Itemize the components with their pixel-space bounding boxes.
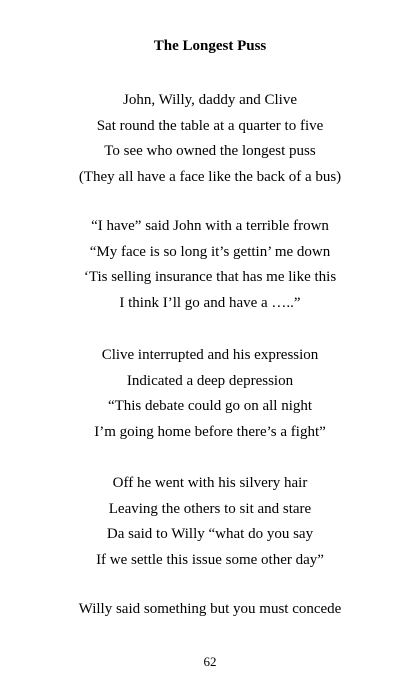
poem-line: Indicated a deep depression xyxy=(126,372,294,389)
poem-line: “This debate could go on all night xyxy=(107,398,313,414)
poem-line: Clive interrupted and his expression xyxy=(101,347,319,363)
poem-line: “My face is so long it’s gettin’ me down xyxy=(89,243,331,260)
poem-line: I think I’ll go and have a …..” xyxy=(119,294,301,311)
poem-line: Da said to Willy “what do you say xyxy=(106,526,314,542)
poem-line: Willy said something but you must concede xyxy=(78,601,342,617)
poem-line: Leaving the others to sit and stare xyxy=(108,500,312,517)
poem-line: To see who owned the longest puss xyxy=(104,143,316,159)
poem-line: If we settle this issue some other day” xyxy=(96,551,324,568)
stanza-2 xyxy=(0,214,420,316)
stanza-4 xyxy=(0,471,420,573)
poem-line: ‘Tis selling insurance that has me like this xyxy=(83,269,337,285)
page-number: 62 xyxy=(203,654,217,669)
stanza-5 xyxy=(0,597,420,623)
poem-line: Off he went with his silvery hair xyxy=(112,475,308,491)
stanza-3 xyxy=(0,343,420,445)
poem-title: The Longest Puss xyxy=(153,38,267,54)
stanza-1 xyxy=(0,88,420,190)
poem-line: “I have” said John with a terrible frown xyxy=(91,218,329,234)
poem-line: Sat round the table at a quarter to five xyxy=(96,117,324,134)
poem-line: I’m going home before there’s a fight” xyxy=(94,423,326,440)
poem-line: John, Willy, daddy and Clive xyxy=(123,92,297,108)
poem-line: (They all have a face like the back of a bus) xyxy=(78,168,342,185)
